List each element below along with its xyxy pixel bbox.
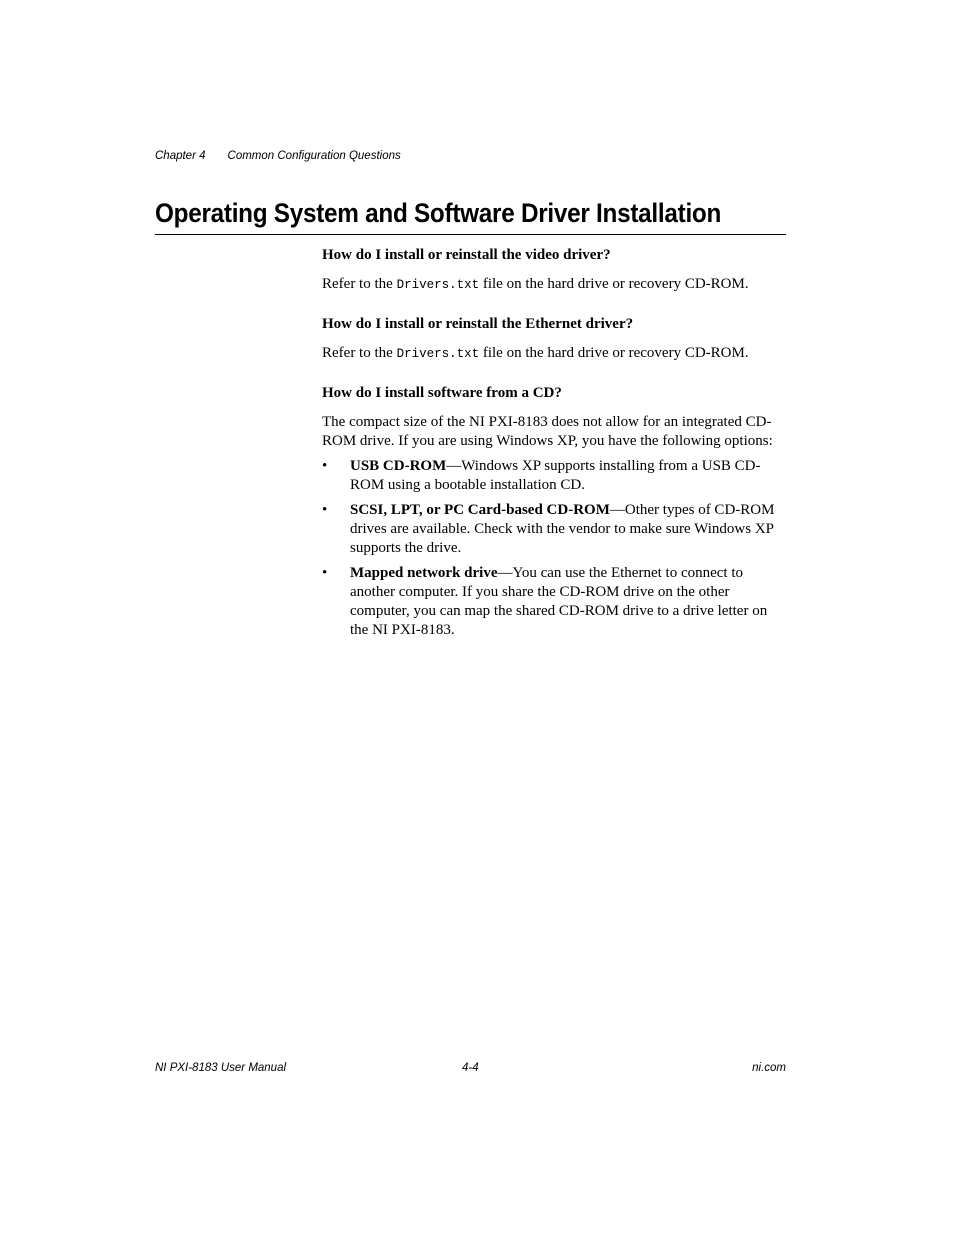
heading-rule bbox=[155, 234, 786, 235]
cd-options-list bbox=[322, 457, 786, 640]
answer-text: file on the hard drive or recovery CD-ROM. bbox=[479, 345, 749, 361]
faq-answer-video-driver bbox=[322, 275, 786, 295]
chapter-number: Chapter 4 bbox=[155, 150, 206, 162]
page-footer bbox=[155, 1062, 786, 1078]
bullet-icon: • bbox=[322, 565, 328, 581]
bullet-term: Mapped network drive bbox=[350, 565, 498, 581]
drivers-file-name: Drivers.txt bbox=[396, 278, 480, 292]
bullet-icon: • bbox=[322, 458, 328, 474]
website-link[interactable]: ni.com bbox=[752, 1062, 786, 1074]
bullet-text: —Other types of CD-ROM drives are available. Check with the vendor to make sure Windows XP supports the drive. bbox=[350, 502, 775, 556]
faq-question-ethernet-driver: How do I install or reinstall the Ethernet driver? bbox=[322, 316, 634, 332]
page-number: 4-4 bbox=[462, 1062, 479, 1074]
bullet-term: SCSI, LPT, or PC Card-based CD-ROM bbox=[350, 502, 610, 518]
faq-content bbox=[322, 246, 786, 646]
bullet-icon: • bbox=[322, 502, 328, 518]
faq-question-install-from-cd: How do I install software from a CD? bbox=[322, 385, 562, 401]
manual-title: NI PXI-8183 User Manual bbox=[155, 1062, 287, 1074]
answer-text: Refer to the bbox=[322, 345, 397, 361]
chapter-title: Common Configuration Questions bbox=[227, 150, 401, 162]
answer-text: Refer to the bbox=[322, 276, 397, 292]
bullet-text: —Windows XP supports installing from a USB CD-ROM using a bootable installation CD. bbox=[350, 458, 761, 493]
answer-text: file on the hard drive or recovery CD-ROM. bbox=[479, 276, 749, 292]
list-item-usb-cdrom bbox=[322, 457, 786, 495]
faq-question-video-driver: How do I install or reinstall the video driver? bbox=[322, 247, 611, 263]
bullet-text: —You can use the Ethernet to connect to another computer. If you share the CD-ROM drive on the other computer, you can map the shared CD-ROM drive to a drive letter on the NI PXI-8183. bbox=[350, 565, 768, 638]
faq-answer-ethernet-driver bbox=[322, 344, 786, 364]
list-item-scsi-lpt-pccard bbox=[322, 501, 786, 558]
running-header bbox=[155, 150, 401, 162]
bullet-term: USB CD-ROM bbox=[350, 458, 447, 474]
faq-answer-install-from-cd-intro: The compact size of the NI PXI-8183 does not allow for an integrated CD-ROM drive. If you are using Windows XP, you have the following options: bbox=[322, 414, 773, 449]
drivers-file-name: Drivers.txt bbox=[396, 347, 480, 361]
section-title: Operating System and Software Driver Installation bbox=[155, 198, 722, 228]
list-item-mapped-network-drive bbox=[322, 564, 786, 640]
